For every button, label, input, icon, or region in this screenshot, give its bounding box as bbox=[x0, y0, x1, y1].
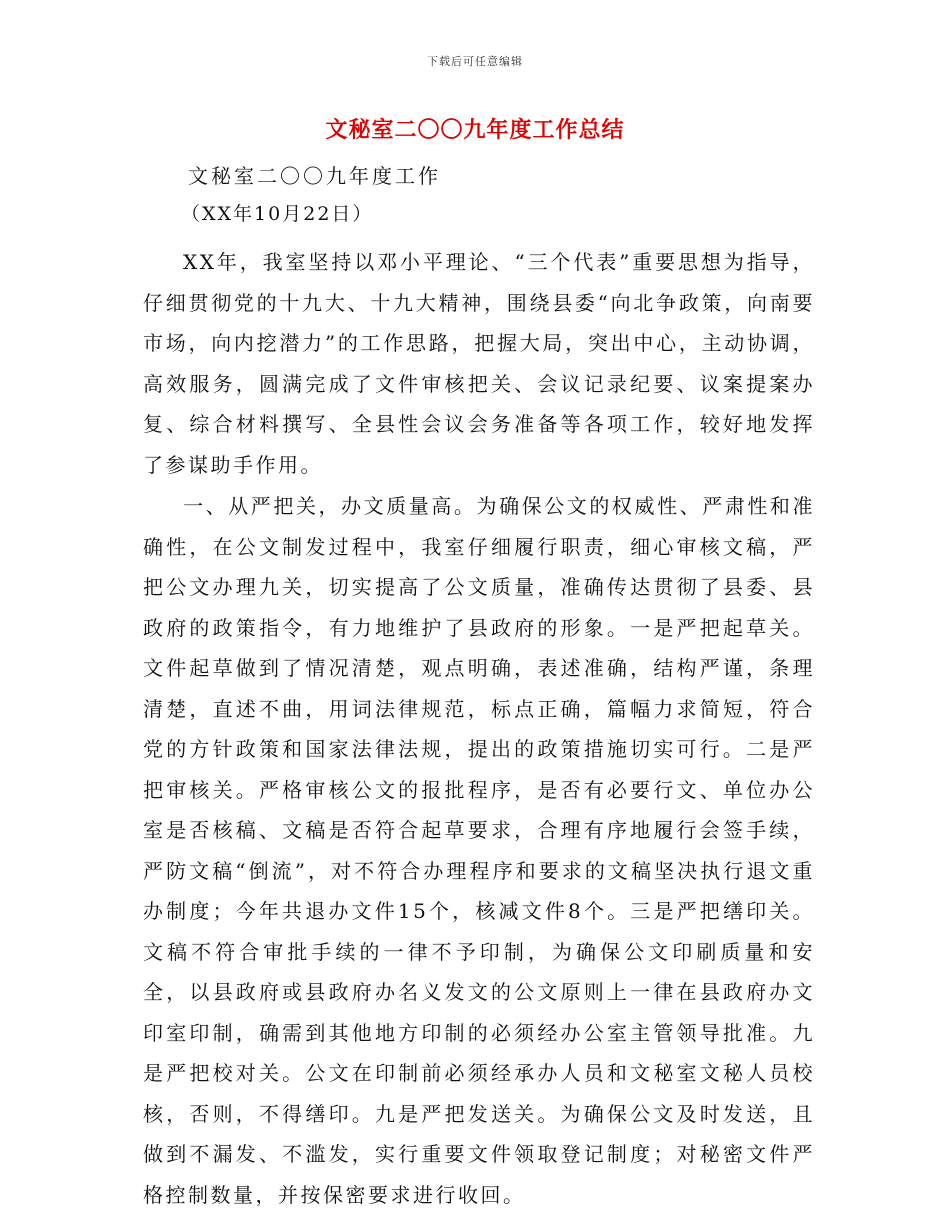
paragraph-intro-text: XX年，我室坚持以邓小平理论、“三个代表”重要思想为指导，仔细贯彻党的十九大、十九大精神，围绕县委“向北争政策，向南要市场，向内挖潜力”的工作思路，把握大局，突出中心，主动协调，高效服务，圆满完成了文件审核把关、会议记录纪要、议案提案办复、综合材料撰写、全县性会议会务准备等各项工作，较好地发挥了参谋助手作用。 bbox=[143, 250, 815, 477]
page-header-note: 下载后可任意编辑 bbox=[427, 55, 523, 68]
paragraph-section-one-text: 一、从严把关，办文质量高。为确保公文的权威性、严肃性和准确性，在公文制发过程中，我室仔细履行职责，细心审核文稿，严把公文办理九关，切实提高了公文质量，准确传达贯彻了县委、县政府的政策指令，有力地维护了县政府的形象。一是严把起草关。文件起草做到了情况清楚，观点明确，表述准确，结构严谨，条理清楚，直述不曲，用词法律规范，标点正确，篇幅力求简短，符合党的方针政策和国家法律法规，提出的政策措施切实可行。二是严把审核关。严格审核公文的报批程序，是否有必要行文、单位办公室是否核稿、文稿是否符合起草要求，合理有序地履行会签手续，严防文稿“倒流”，对不符合办理程序和要求的文稿坚决执行退文重办制度；今年共退办文件15个，核减文件8个。三是严把缮印关。文稿不符合审批手续的一律不予印制，为确保公文印刷质量和安全，以县政府或县政府办名义发文的公文原则上一律在县政府办文印室印制，确需到其他地方印制的必须经办公室主管领导批准。九是严把校对关。公文在印制前必须经承办人员和文秘室文秘人员校核，否则，不得缮印。九是严把发送关。为确保公文及时发送，且做到不漏发、不滥发，实行重要文件领取登记制度；对秘密文件严格控制数量，并按保密要求进行收回。 bbox=[143, 494, 815, 1207]
document-date: （XX年10月22日） bbox=[181, 203, 374, 225]
document-title: 文秘室二〇〇九年度工作总结 bbox=[325, 117, 625, 143]
document-subtitle: 文秘室二〇〇九年度工作 bbox=[188, 164, 441, 188]
paragraph-intro bbox=[143, 242, 815, 485]
paragraph-section-one bbox=[143, 486, 815, 1215]
